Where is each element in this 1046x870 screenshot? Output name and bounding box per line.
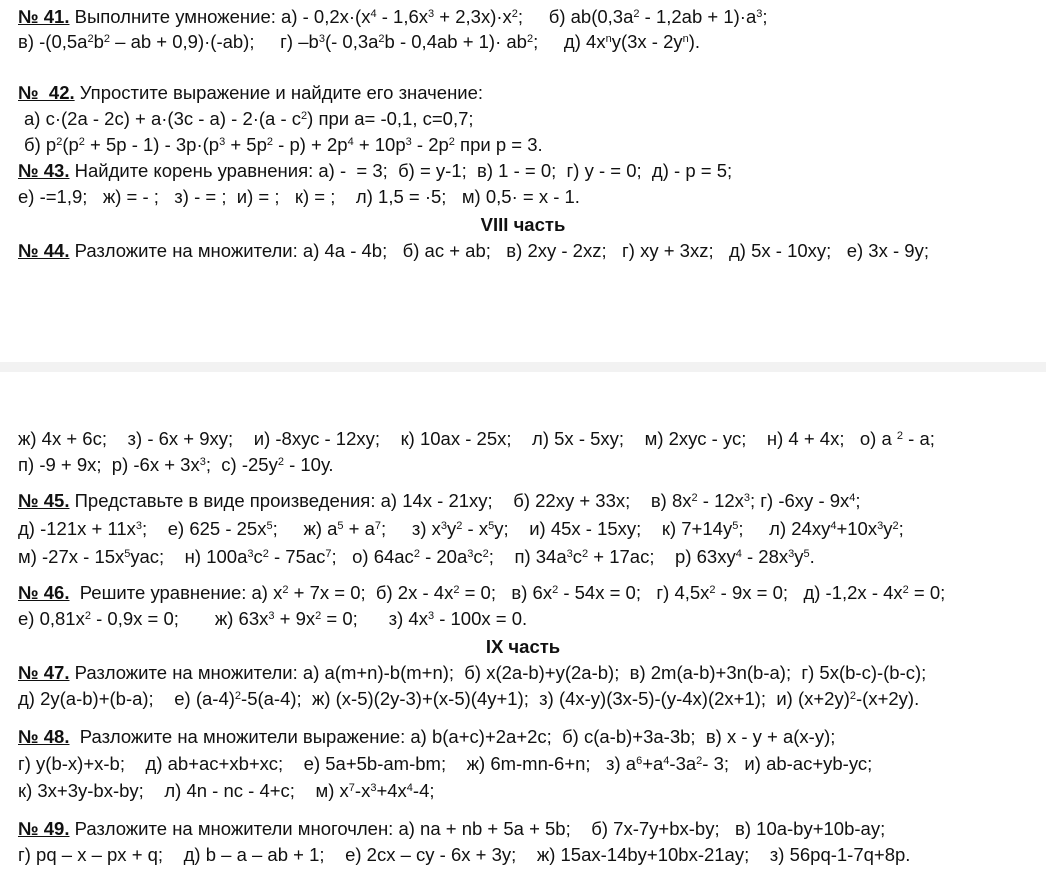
section-heading-h8: VIII часть — [480, 214, 566, 235]
text-line-l3: № 42. Упростите выражение и найдите его значение: — [18, 82, 484, 103]
section-heading-h9: IX часть — [485, 636, 561, 657]
text-line-l14: м) $-27х - 15х^5уас$; н) $100а^3с^2 - 75ас^7$; о) $64ас^2 - 20а^3с^2$; п) $34а^3с^2 + 17ас$; р) $63ху^4 - 28х^3у^5$. — [18, 546, 815, 567]
text-line-l19: д) 2у(a-b)+(b-a); е) $(a-4)^2-5(a-4)$; ж) (x-5)(2y-3)+(x-5)(4y+1); з) (4x-y)(3x-5)-(y-4x)(2x+1); и) $(x+2y)^2-(x+2y)$. — [18, 688, 920, 709]
text-line-l7: е) -=1,9; ж) = - ; з) - = ; и) = ; к) = ; л) 1,5 = ·5; м) 0,5· = х - 1. — [18, 186, 580, 207]
text-line-l13: д) $-121х + 11х^3$; е) $625 - 25х^5$; ж) $а^5 + а^7$; з) $х^3у^2 - х^5у$; и) 45х - 15ху; к) $7+14у^5$; л) $24ху^4+10х^3у^2$; — [18, 518, 904, 539]
text-line-l18: № 47. Разложите на множители: а) a(m+n)-b(m+n); б) х(2а-b)+у(2a-b); в) 2m(a-b)+3n(b-a); г) 5х(b-c)-(b-c); — [18, 662, 927, 683]
text-line-l24: г) pq – x – px + q; д) b – a – ab + 1; е) 2cx – cy - 6x + 3y; ж) 15ax-14by+10bx-21ay; з) 56pq-1-7q+8p. — [18, 844, 911, 865]
page-break — [0, 362, 1046, 372]
text-line-l2: в) $-(0,5a^2b^2$ – ab + 0,9)·(-ab); г) $-b^3(-$ $0,3a^2b - 0,4ab + 1)\cdot ab^2$; д) $4x^ny(3x - 2y^n)$. — [18, 31, 701, 52]
text-line-l1: № 41. Выполните умножение: $а) - 0,2х\cdot(х^4 - 1,6х^3 + 2,3х)\cdot х^2$; б) $аb(0,3а^2 - 1,2аb + 1)\cdot а^3$; — [18, 6, 768, 27]
text-line-l12: № 45. Представьте в виде произведения: а) 14х - 21ху; б) 22ху + 33х; в) $8х^2 - 12х^3$; г) $-6ху - 9х^4$; — [18, 490, 861, 511]
text-line-l5: б) $р^2(р^2 + 5р - 1) - 3р\cdot(р^3 + 5р^2 - р) + 2р^4 + 10р^3 - 2р^2$ при р = 3. — [24, 134, 543, 155]
text-line-l11: п) -9 + 9х; р) $-6х + 3х^3$; с) $-25у^2 - 10у$. — [18, 454, 334, 475]
text-line-l21: г) у(b-х)+х-b; д) аb+ас+хb+хс; е) 5а+5b-аm-bm; ж) 6m-mn-6+n; з) $а^6+а^4-3а^2-$ 3; и) аb-ас+уb-ус; — [18, 753, 873, 774]
text-line-l15: № 46. Решите уравнение: а) $х^2 + 7х = 0$; б) $2х - 4х^2 = 0$; в) $6х^2 - 54х = 0$; г) $4,5х^2 - 9х = 0$; д) $-1,2х - 4х^2 = 0$; — [18, 582, 946, 603]
text-line-l16: е) $0,81х^2 - 0,9х = 0$; ж) $63х^3 + 9х^2 = 0$; з) $4х^3 - 100х = 0$. — [18, 608, 528, 629]
text-line-l9: № 44. Разложите на множители: а) 4а - 4b; б) ас + аb; в) 2ху - 2хz; г) ху + 3хz; д) 5х - 10ху; е) 3х - 9у; — [18, 240, 929, 261]
text-line-l4: а) $с\cdot(2а - 2с) + а\cdot(3с - а) - 2\cdot(а - с^2)$ при а= -0,1, с=0,7; — [24, 108, 474, 129]
text-line-l10: ж) 4х + 6с; з) - 6х + 9ху; и) -8хус - 12ху; к) 10ах - 25х; л) 5х - 5ху; м) 2хус - ус; н) 4 + 4х; о) а $^2$ - а; — [18, 428, 935, 449]
text-line-l20: № 48. Разложите на множители выражение: а) b(а+с)+2а+2с; б) с(а-b)+3а-3b; в) х - у + а(х-у); — [18, 726, 836, 747]
text-line-l23: № 49. Разложите на множители многочлен: а) na + nb + 5a + 5b; б) 7x-7y+bx-by; в) 10a-by+10b-ay; — [18, 818, 886, 839]
text-line-l22: к) 3х+3у-bх-bу; л) 4n - nс - 4+с; м) $х^7-х^3+4х^4-4$; — [18, 780, 435, 801]
text-line-l6: № 43. Найдите корень уравнения: а) - = 3; б) = у-1; в) 1 - = 0; г) у - = 0; д) - р = 5; — [18, 160, 733, 181]
